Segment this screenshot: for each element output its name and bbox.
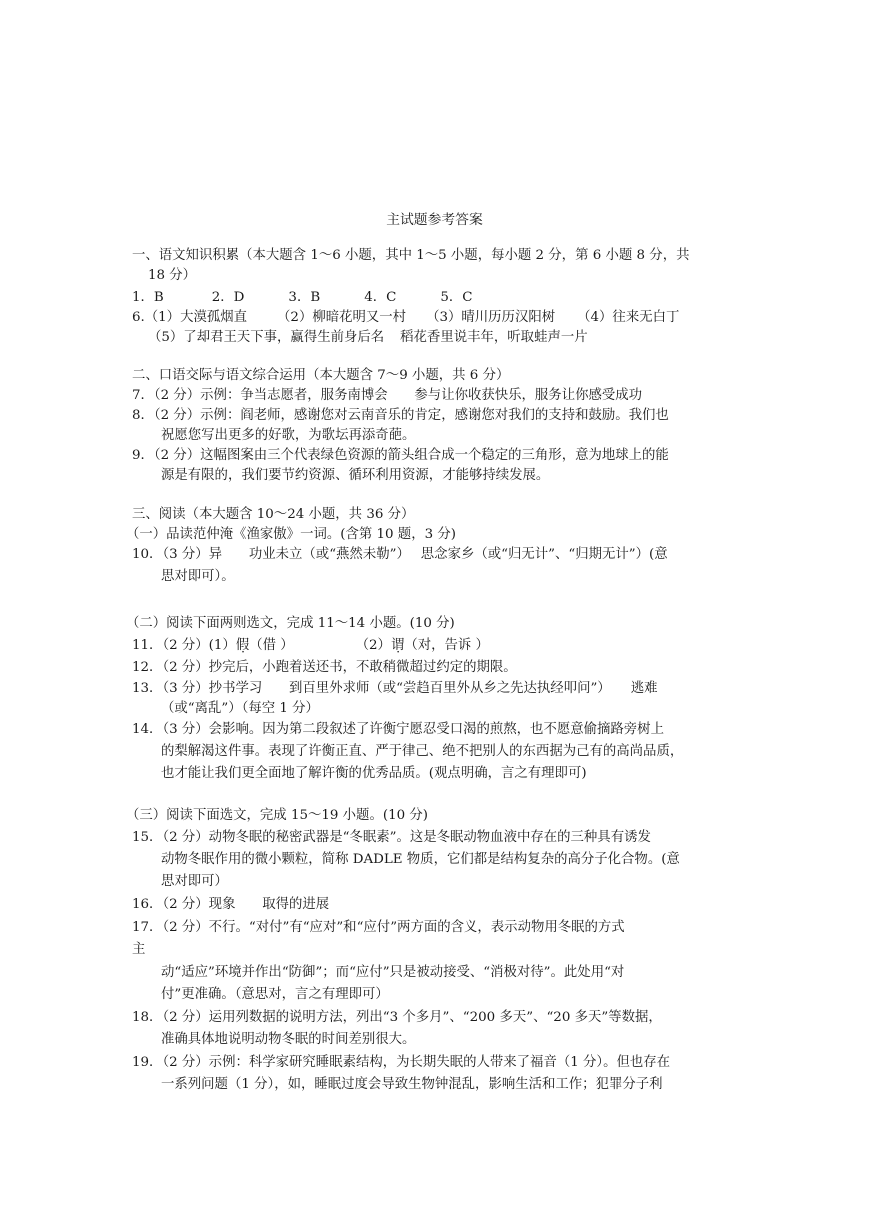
answer-6-part-3: （3）晴川历历汉阳树 [426,310,556,325]
answer-11-word-1: 假 [235,638,250,653]
answer-15-cont-1: 动物冬眠作用的微小颗粒，简称 DADLE 物质，它们都是结构复杂的高分子化合物。(意 [161,852,680,867]
answer-10: 10．（3 分）异 功业未立（或“燕然未勒”） 思念家乡（或“归无计”、“归期无计”）(意 [132,547,668,562]
answer-1: 1．B [132,290,164,305]
answer-11-meaning-2: （对，告诉 ） [404,638,489,653]
answer-17-wrap: 主 [132,942,146,957]
answer-10-cont: 思对即可）。 [161,569,235,584]
part-2-heading: （二）阅读下面两则选文，完成 11～14 小题。(10 分) [126,616,455,631]
answer-6-part-1: 6.（1）大漠孤烟直 [132,310,248,325]
answer-17-cont-1: 动“适应”环境并作出“防御”；而“应付”只是被动接受、“消极对待”。此处用“对 [161,965,625,980]
section-2-heading: 二、口语交际与语文综合运用（本大题含 7～9 小题，共 6 分） [132,368,510,383]
answer-3: 3．B [288,290,321,305]
answer-6-part-2: （2）柳暗花明又一村 [277,310,407,325]
answer-6-line-2 [148,328,588,347]
answer-7: 7．（2 分）示例：争当志愿者，服务南博会 参与让你收获快乐，服务让你感受成功 [132,388,643,403]
answer-12: 12．（2 分）抄完后，小跑着送还书，不敢稍微超过约定的期限。 [132,660,517,675]
answer-9-cont: 源是有限的，我们要节约资源、循环利用资源，才能够持续发展。 [161,468,550,483]
answer-row-1-5 [132,288,473,307]
part-1-heading: （一）品读范仲淹《渔家傲》一词。(含第 10 题，3 分) [126,527,456,542]
answer-16: 16．（2 分）现象 取得的进展 [132,897,330,912]
section-1-heading-cont: 18 分） [148,268,197,283]
answer-11-word-2: 谓 [390,638,405,653]
answer-14: 14．（3 分）会影响。因为第二段叙述了许衡宁愿忍受口渴的煎熬，也不愿意偷摘路旁树上 [132,722,664,737]
answer-11-label-2: （2） [355,638,391,653]
answer-5: 5．C [440,290,473,305]
answer-2: 2．D [211,290,245,305]
answer-15: 15．（2 分）动物冬眠的秘密武器是“冬眠素”。这是冬眠动物血液中存在的三种具有诱发 [132,830,651,845]
answer-6-part-5: （5）了却君王天下事，赢得生前身后名 [148,330,385,345]
answer-13-cont: （或“离乱”）（每空 1 分） [161,701,319,716]
answer-19: 19．（2 分）示例：科学家研究睡眠素结构，为长期失眠的人带来了福音（1 分）。但也存在 [132,1055,671,1070]
answer-6-part-6: 稻花香里说丰年，听取蛙声一片 [400,330,588,345]
answer-14-cont-1: 的梨解渴这件事。表现了许衡正直、严于律己、绝不把别人的东西据为己有的高尚品质， [161,744,684,759]
answer-11-meaning-1: （借 ） [249,638,294,653]
answer-14-cont-2: 也才能让我们更全面地了解许衡的优秀品质。(观点明确，言之有理即可) [161,766,587,781]
answer-18-cont: 准确具体地说明动物冬眠的时间差别很大。 [161,1032,416,1047]
answer-18: 18．（2 分）运用列数据的说明方法，列出“3 个多月”、“200 多天”、“20 多天”等数据， [132,1010,662,1025]
answer-11 [132,636,489,655]
answer-8-cont: 祝愿您写出更多的好歌，为歌坛再添奇葩。 [161,428,416,443]
part-3-heading: （三）阅读下面选文，完成 15～19 小题。(10 分) [126,808,428,823]
answer-11-label: 11．（2 分）(1） [132,638,236,653]
section-3-heading: 三、阅读（本大题含 10～24 小题，共 36 分） [132,507,415,522]
answer-17-cont-2: 付”更准确。（意思对，言之有理即可） [161,987,389,1002]
answer-4: 4．C [364,290,397,305]
page-title: 主试题参考答案 [386,212,483,228]
answer-13: 13．（3 分）抄书学习 到百里外求师（或“尝趋百里外从乡之先达执经叩问”） 逃难 [132,681,658,696]
answer-6-line-1 [132,308,679,327]
answer-17: 17．（2 分）不行。“对付”有“应对”和“应付”两方面的含义，表示动物用冬眠的方式 [132,920,625,935]
answer-15-cont-2: 思对即可） [161,874,228,889]
answer-19-cont: 一系列问题（1 分），如，睡眠过度会导致生物钟混乱，影响生活和工作；犯罪分子利 [161,1077,663,1092]
section-1-heading: 一、语文知识积累（本大题含 1～6 小题，其中 1～5 小题，每小题 2 分，第 6 小题 8 分，共 [132,248,690,263]
answer-9: 9．（2 分）这幅图案由三个代表绿色资源的箭头组合成一个稳定的三角形，意为地球上的能 [132,448,669,463]
answer-8: 8．（2 分）示例：阎老师，感谢您对云南音乐的肯定，感谢您对我们的支持和鼓励。我们也 [132,408,669,423]
answer-6-part-4: （4）往来无白丁 [577,310,680,325]
